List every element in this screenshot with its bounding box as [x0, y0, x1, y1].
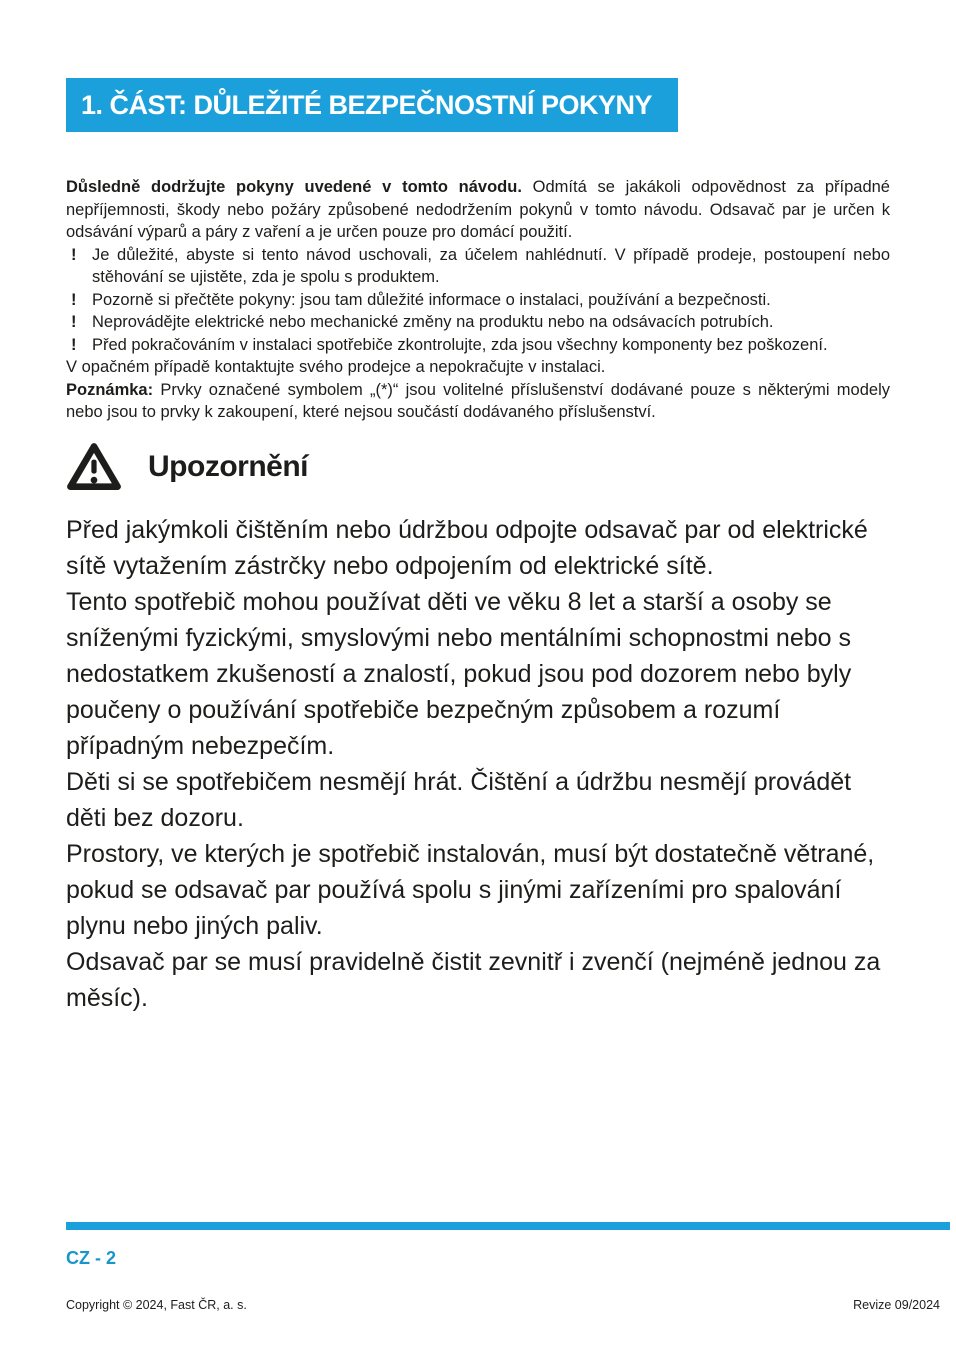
warning-paragraph: Prostory, ve kterých je spotřebič instalován, musí být dostatečně větrané, pokud se odsavač par používá spolu s jinými zařízeními pro spalování plynu nebo jiných paliv. — [66, 840, 875, 940]
copyright-row — [66, 1298, 950, 1312]
bullet-item — [66, 289, 890, 312]
bullet-text: Před pokračováním v instalaci spotřebiče zkontrolujte, zda jsou všechny komponenty bez poškození. — [92, 335, 828, 354]
page-footer — [66, 1222, 950, 1312]
safety-bullet-list — [66, 244, 890, 357]
revision-text: Revize 09/2024 — [853, 1298, 940, 1312]
bullet-text: Neprovádějte elektrické nebo mechanické změny na produktu nebo na odsávacích potrubích. — [92, 313, 774, 331]
section-header-bar — [66, 78, 678, 132]
intro-lead-rest: Odmítá se jakákoli odpovědnost za případné nepříjemnosti, škody nebo požáry způsobené nedodržením pokynů v tomto návodu. Odsavač par je určen k odsávání výparů a páry z vaření a je určen pouze pro domácí použití. — [66, 178, 890, 241]
page-number: CZ - 2 — [66, 1248, 117, 1268]
bullet-item — [66, 244, 890, 289]
bullet-text: Je důležité, abyste si tento návod uschovali, za účelem nahlédnutí. V případě prodeje, postoupení nebo stěhování se ujistěte, zda je spolu s produktem. — [92, 245, 890, 286]
intro-block — [66, 176, 890, 424]
warning-paragraph: Odsavač par se musí pravidelně čistit zevnitř i zvenčí (nejméně jednou za měsíc). — [66, 948, 881, 1012]
footer-divider — [66, 1222, 950, 1230]
warning-paragraph: Děti si se spotřebičem nesmějí hrát. Čištění a údržbu nesmějí provádět děti bez dozoru. — [66, 768, 852, 832]
intro-lead-bold: Důsledně dodržujte pokyny uvedené v tomto návodu. — [66, 178, 522, 196]
bullet-item — [66, 334, 890, 357]
section-title: 1. ČÁST: DŮLEŽITÉ BEZPEČNOSTNÍ POKYNY — [81, 89, 653, 120]
warning-text-block — [66, 512, 894, 1016]
exclamation-marker: ! — [71, 245, 77, 264]
intro-paragraph — [66, 176, 890, 244]
warning-paragraph: Před jakýmkoli čištěním nebo údržbou odpojte odsavač par od elektrické sítě vytažením zástrčky nebo odpojením od elektrické sítě. — [66, 516, 868, 580]
note-text: Prvky označené symbolem „(*)“ jsou volitelné příslušenství dodávané pouze s některými modely nebo jsou to prvky k zakoupení, které nejsou součástí dodávaného příslušenství. — [66, 380, 890, 421]
exclamation-marker: ! — [71, 335, 77, 354]
copyright-text: Copyright © 2024, Fast ČR, a. s. — [66, 1298, 247, 1312]
bullet-item — [66, 311, 890, 334]
warning-paragraph: Tento spotřebič mohou používat děti ve věku 8 let a starší a osoby se sníženými fyzickými, smyslovými nebo mentálními schopnostmi nebo s nedostatkem zkušeností a znalostí, pokud jsou pod dozorem nebo byly poučeny o používání spotřebiče bezpečným způsobem a rozumí případným nebezpečím. — [66, 588, 852, 760]
note-paragraph — [66, 379, 890, 424]
bullets-followup: V opačném případě kontaktujte svého prodejce a nepokračujte v instalaci. — [66, 358, 606, 376]
note-label: Poznámka: — [66, 380, 154, 399]
warning-heading: Upozornění — [148, 450, 308, 483]
warning-heading-row — [66, 442, 308, 492]
exclamation-marker: ! — [71, 313, 77, 331]
bullet-text: Pozorně si přečtěte pokyny: jsou tam důležité informace o instalaci, používání a bezpečnosti. — [92, 290, 771, 309]
warning-triangle-icon — [66, 442, 122, 492]
exclamation-marker: ! — [71, 290, 77, 309]
